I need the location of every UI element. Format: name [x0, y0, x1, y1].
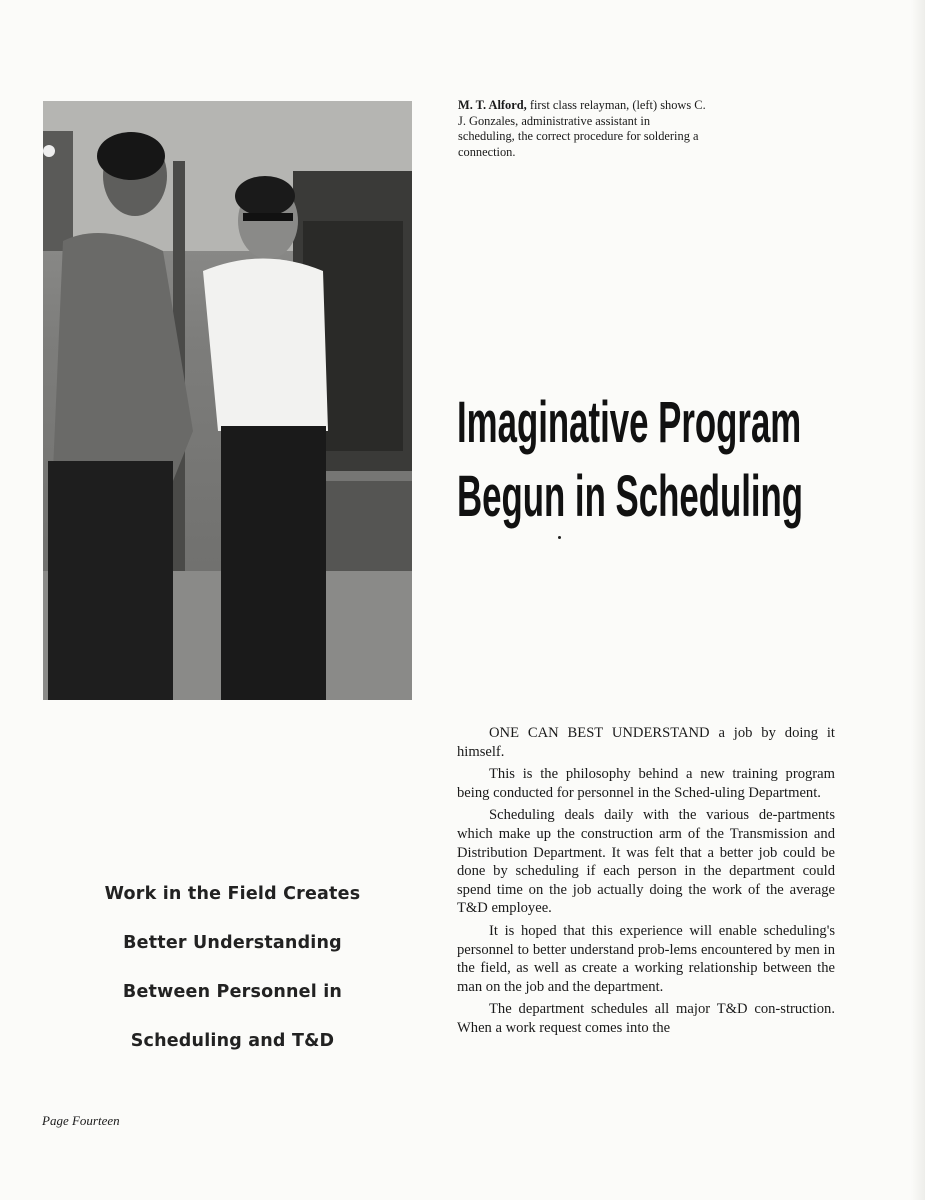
subhead-line: Between Personnel in	[122, 982, 343, 1002]
caption-text: first class relayman, (left) shows C. J. Gonzales, administrative assistant in scheduling, the correct procedure for soldering a connection.	[458, 98, 706, 159]
body-paragraph: The department schedules all major T&D con-struction. When a work request comes into the	[457, 1001, 835, 1036]
page-edge-shadow	[911, 0, 925, 1200]
body-paragraph: ONE CAN BEST UNDERSTAND a job by doing it himself.	[457, 725, 835, 760]
body-paragraph: Scheduling deals daily with the various de-partments which make up the construction arm of the Transmission and Distribution Department. It was felt that a better job could be done by scheduling if each person in the department could spend time on the job actually doing the work of the average T&D employee.	[457, 807, 835, 917]
photo-relayman-soldering	[43, 101, 412, 700]
photo-caption	[458, 98, 708, 160]
page-number: Page Fourteen	[42, 1113, 120, 1128]
ornament-dot	[558, 536, 561, 539]
headline-line-1: Imaginative Program	[457, 390, 802, 455]
body-paragraph: It is hoped that this experience will enable scheduling's personnel to better understand prob-lems encountered by men in the field, as well as create a working relationship between the man on the job and the department.	[457, 922, 835, 995]
article-subheading	[60, 870, 405, 1066]
headline-line-2: Begun in Scheduling	[457, 464, 804, 529]
body-paragraph: This is the philosophy behind a new training program being conducted for personnel in the Sched-uling Department.	[457, 766, 835, 801]
subhead-line: Work in the Field Creates	[104, 884, 361, 904]
subhead-line: Better Understanding	[123, 933, 342, 953]
article-body	[457, 724, 835, 1042]
subhead-line: Scheduling and T&D	[130, 1031, 335, 1051]
article-headline	[457, 386, 803, 534]
caption-name: M. T. Alford,	[458, 98, 527, 112]
